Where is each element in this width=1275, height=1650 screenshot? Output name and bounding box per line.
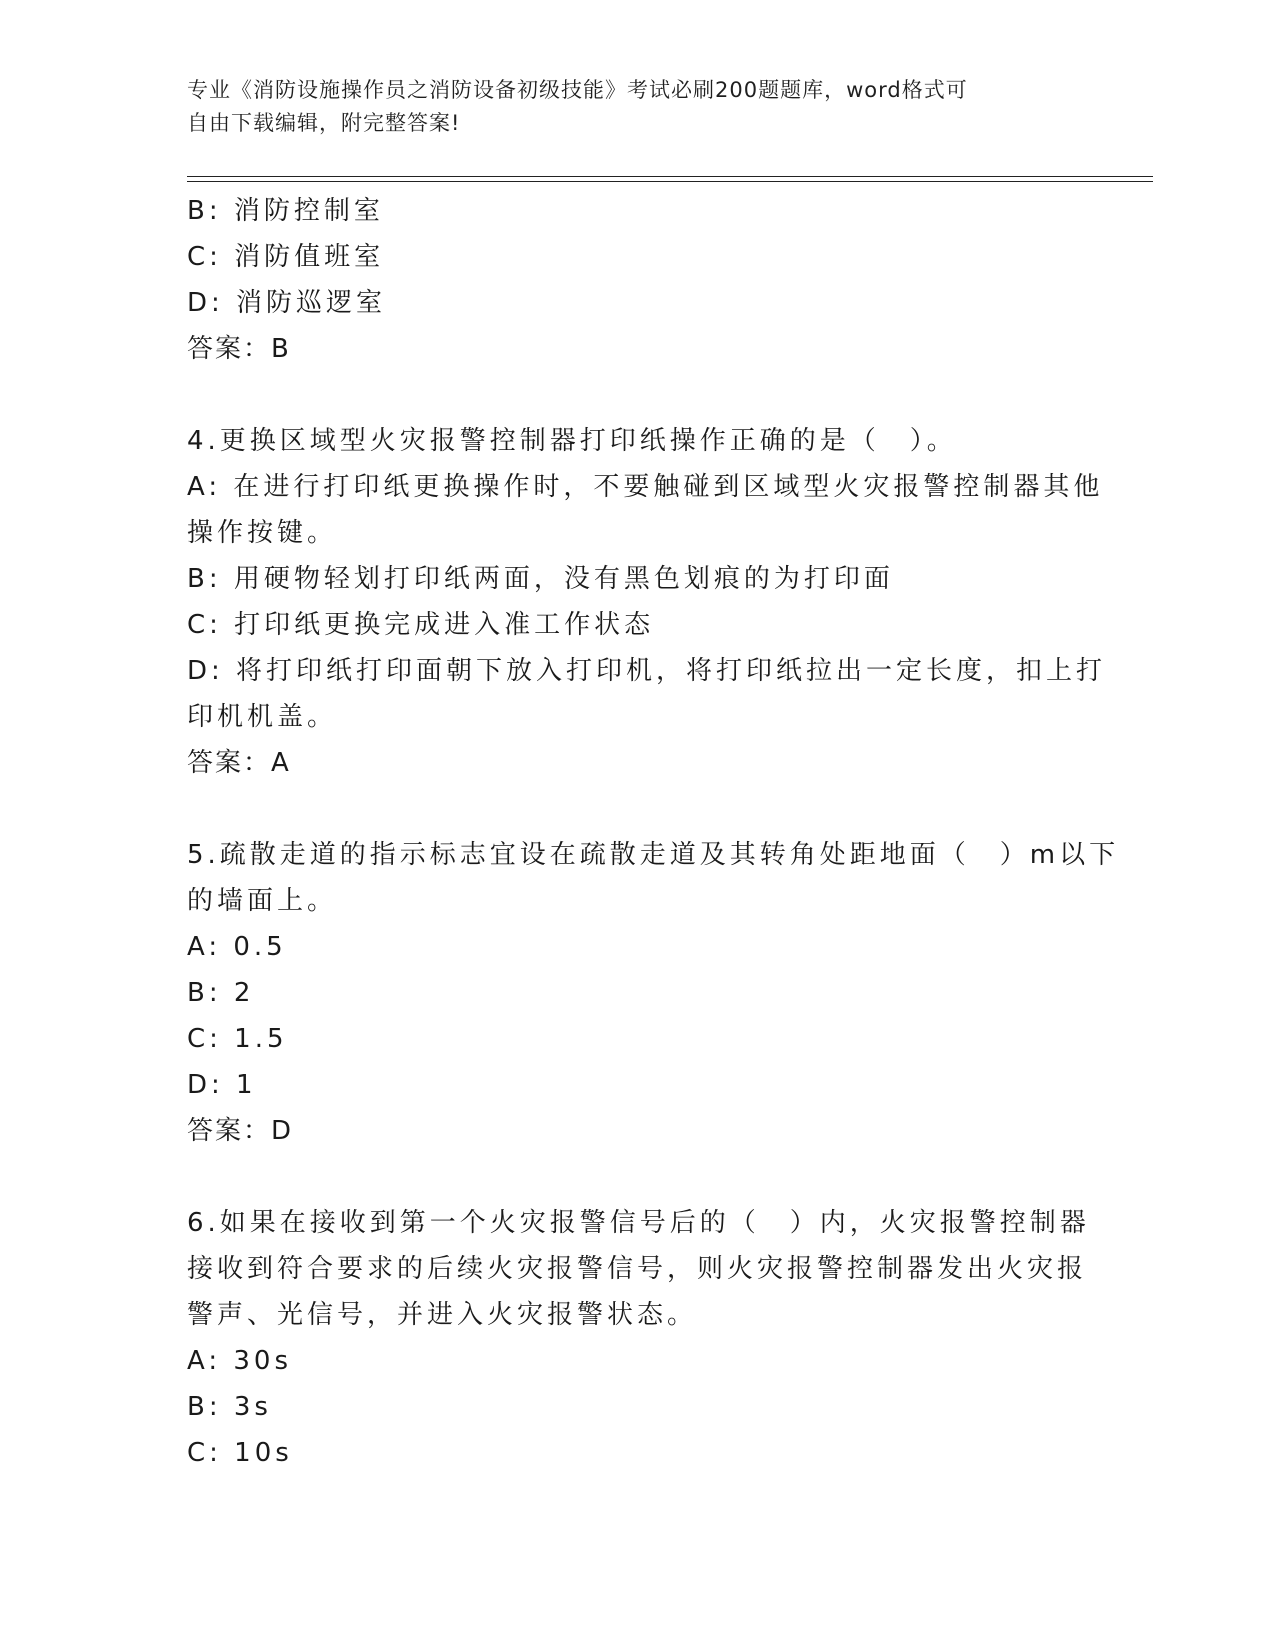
q4-stem: 4.更换区域型火灾报警控制器打印纸操作正确的是（ ）。 [187,426,957,456]
spacer [187,372,1087,418]
q6-option-c: C: 10s [187,1438,293,1468]
spacer [187,786,1087,832]
q6-stem-line-2: 接收到符合要求的后续火灾报警信号，则火灾报警控制器发出火灾报 [187,1254,1088,1284]
q4-option-c: C: 打印纸更换完成进入准工作状态 [187,610,655,640]
q5-answer: 答案：D [187,1116,294,1146]
q4-answer: 答案：A [187,748,291,778]
q4-option-a-line-1: A: 在进行打印纸更换操作时，不要触碰到区域型火灾报警控制器其他 [187,472,1104,502]
q6-option-a: A: 30s [187,1346,292,1376]
header-line-1: 专业《消防设施操作员之消防设备初级技能》考试必刷200题题库，word格式可 [187,78,968,102]
page-header [187,74,1067,140]
q4-option-d-line-2: 印机机盖。 [187,702,338,732]
q5-option-d: D: 1 [187,1070,257,1100]
q5-option-a: A: 0.5 [187,932,287,962]
question-content [187,188,1120,1476]
q4-option-d-line-1: D: 将打印纸打印面朝下放入打印机，将打印纸拉出一定长度，扣上打 [187,656,1107,686]
q6-stem-line-1: 6.如果在接收到第一个火灾报警信号后的（ ）内，火灾报警控制器 [187,1208,1090,1238]
q5-option-b: B: 2 [187,978,255,1008]
question-6 [187,1200,1090,1476]
header-line-2: 自由下载编辑，附完整答案! [187,111,461,135]
spacer [187,1154,1087,1200]
q6-option-b: B: 3s [187,1392,272,1422]
question-5 [187,832,1120,1154]
q5-stem-line-2: 的墙面上。 [187,886,338,916]
q3-option-d: D: 消防巡逻室 [187,288,387,318]
q5-option-c: C: 1.5 [187,1024,288,1054]
q3-answer: 答案：B [187,334,291,364]
q3-option-c: C: 消防值班室 [187,242,385,272]
q3-option-b: B: 消防控制室 [187,196,384,226]
header-divider [187,176,1153,177]
header-divider-second [187,181,1153,182]
q6-stem-line-3: 警声、光信号，并进入火灾报警状态。 [187,1300,698,1330]
q4-option-b: B: 用硬物轻划打印纸两面，没有黑色划痕的为打印面 [187,564,894,594]
question-4 [187,418,1107,786]
question-3-tail [187,188,1087,372]
q4-option-a-line-2: 操作按键。 [187,518,338,548]
q5-stem-line-1: 5.疏散走道的指示标志宜设在疏散走道及其转角处距地面（ ）m以下 [187,840,1120,870]
